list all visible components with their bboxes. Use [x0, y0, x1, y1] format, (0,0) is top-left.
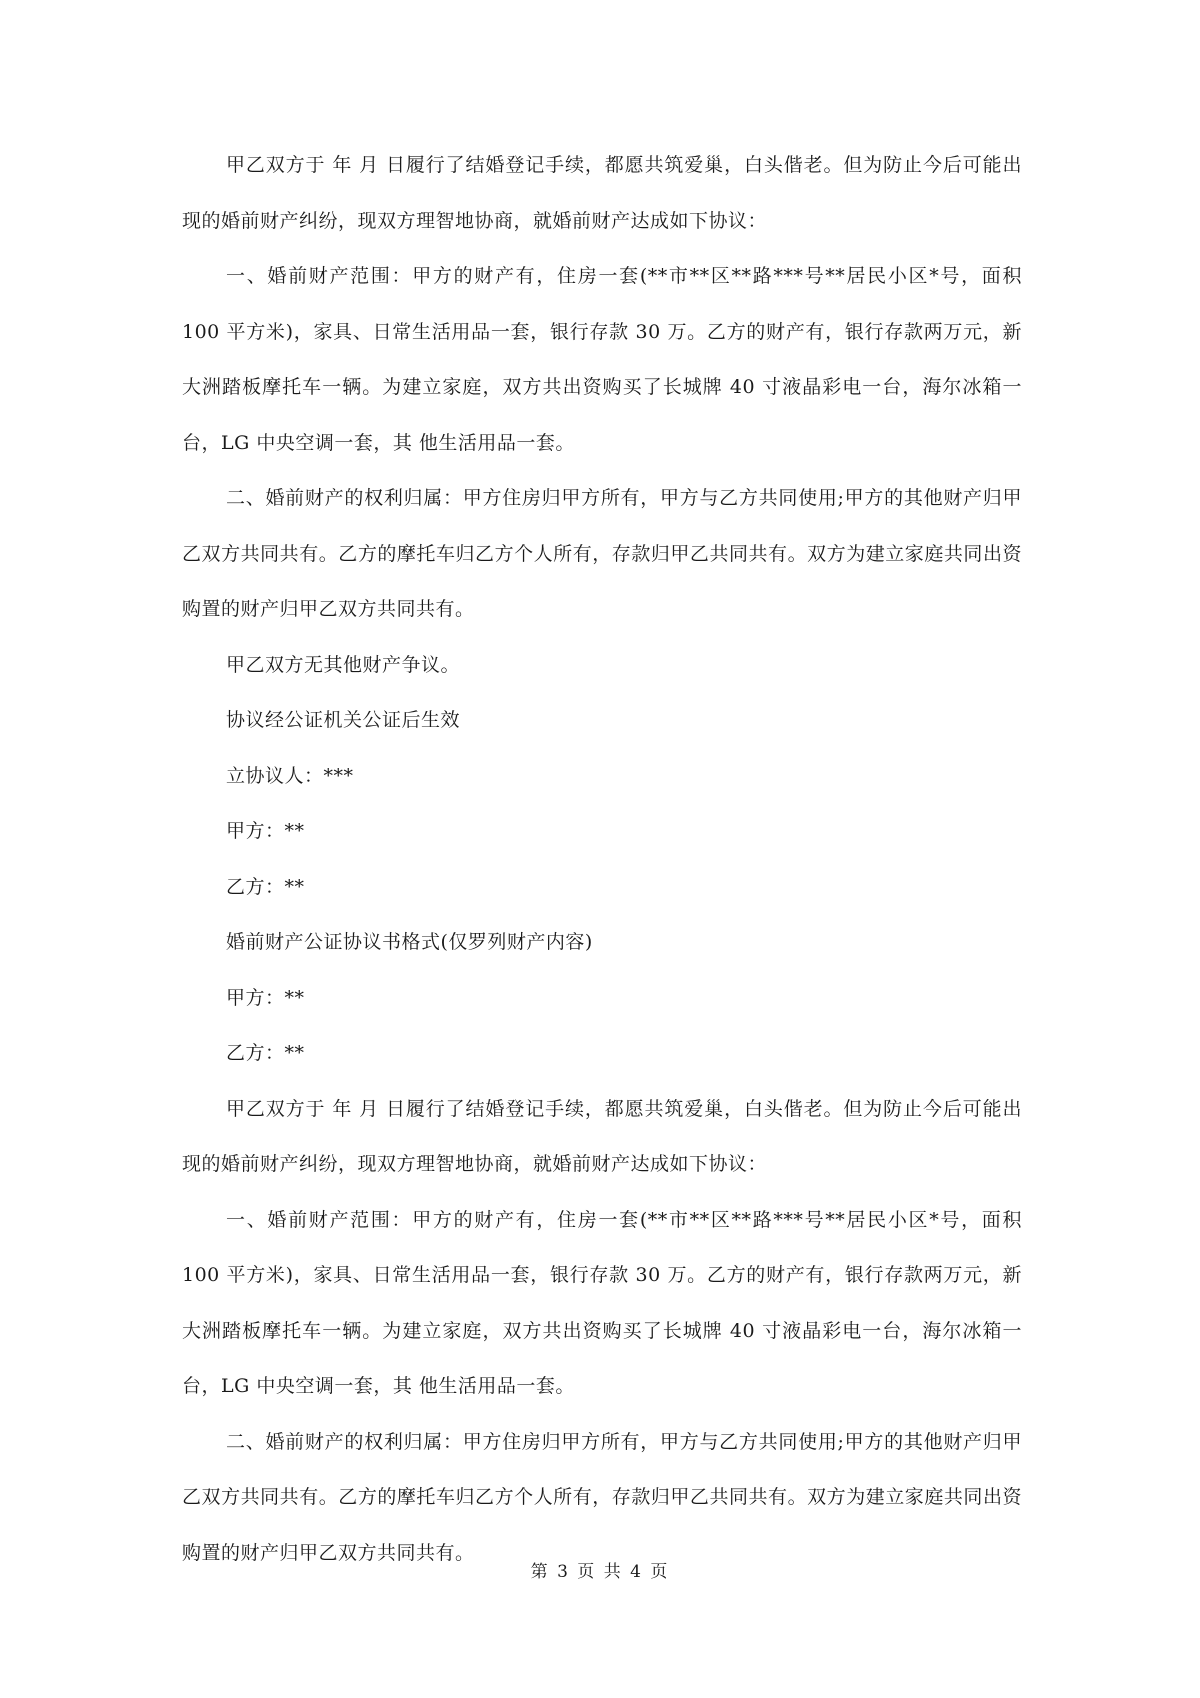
paragraph-property-ownership-2: 二、婚前财产的权利归属：甲方住房归甲方所有，甲方与乙方共同使用;甲方的其他财产归甲乙双方共同共有。乙方的摩托车归乙方个人所有，存款归甲乙共同共有。双方为建立家庭共同出资购置的财产归甲乙双方共同共有。	[182, 1430, 1022, 1564]
paragraph-preamble: 甲乙双方于 年 月 日履行了结婚登记手续，都愿共筑爱巢，白头偕老。但为防止今后可能出现的婚前财产纠纷，现双方理智地协商，就婚前财产达成如下协议：	[182, 154, 1022, 232]
line-party-b: 乙方：**	[226, 875, 305, 898]
line-signatory: 立协议人：***	[226, 764, 354, 787]
paragraph-property-ownership: 二、婚前财产的权利归属：甲方住房归甲方所有，甲方与乙方共同使用;甲方的其他财产归甲乙双方共同共有。乙方的摩托车归乙方个人所有，存款归甲乙共同共有。双方为建立家庭共同出资购置的财产归甲乙双方共同共有。	[182, 487, 1022, 620]
line-party-a-2: 甲方：**	[226, 986, 305, 1009]
paragraph-preamble-2: 甲乙双方于 年 月 日履行了结婚登记手续，都愿共筑爱巢，白头偕老。但为防止今后可能出现的婚前财产纠纷，现双方理智地协商，就婚前财产达成如下协议：	[182, 1097, 1022, 1175]
paragraph-property-scope: 一、婚前财产范围：甲方的财产有，住房一套(**市**区**路***号**居民小区*号，面积 100 平方米)，家具、日常生活用品一套，银行存款 30 万。乙方的财产有，银行存款两万元，新大洲踏板摩托车一辆。为建立家庭，双方共出资购买了长城牌 40 寸液晶彩电一台，海尔冰箱一台，LG 中央空调一套，其 他生活用品一套。	[182, 265, 1022, 454]
document-body	[182, 138, 1022, 1581]
line-party-a: 甲方：**	[226, 820, 305, 842]
line-effective-clause: 协议经公证机关公证后生效	[226, 709, 461, 731]
section-heading: 婚前财产公证协议书格式(仅罗列财产内容)	[226, 931, 593, 953]
line-no-dispute: 甲乙双方无其他财产争议。	[226, 653, 461, 676]
paragraph-property-scope-2: 一、婚前财产范围：甲方的财产有，住房一套(**市**区**路***号**居民小区*号，面积 100 平方米)，家具、日常生活用品一套，银行存款 30 万。乙方的财产有，银行存款两万元，新大洲踏板摩托车一辆。为建立家庭，双方共出资购买了长城牌 40 寸液晶彩电一台，海尔冰箱一台，LG 中央空调一套，其 他生活用品一套。	[182, 1208, 1022, 1397]
page-footer: 第 3 页 共 4 页	[530, 1562, 670, 1582]
line-party-b-2: 乙方：**	[226, 1042, 305, 1064]
